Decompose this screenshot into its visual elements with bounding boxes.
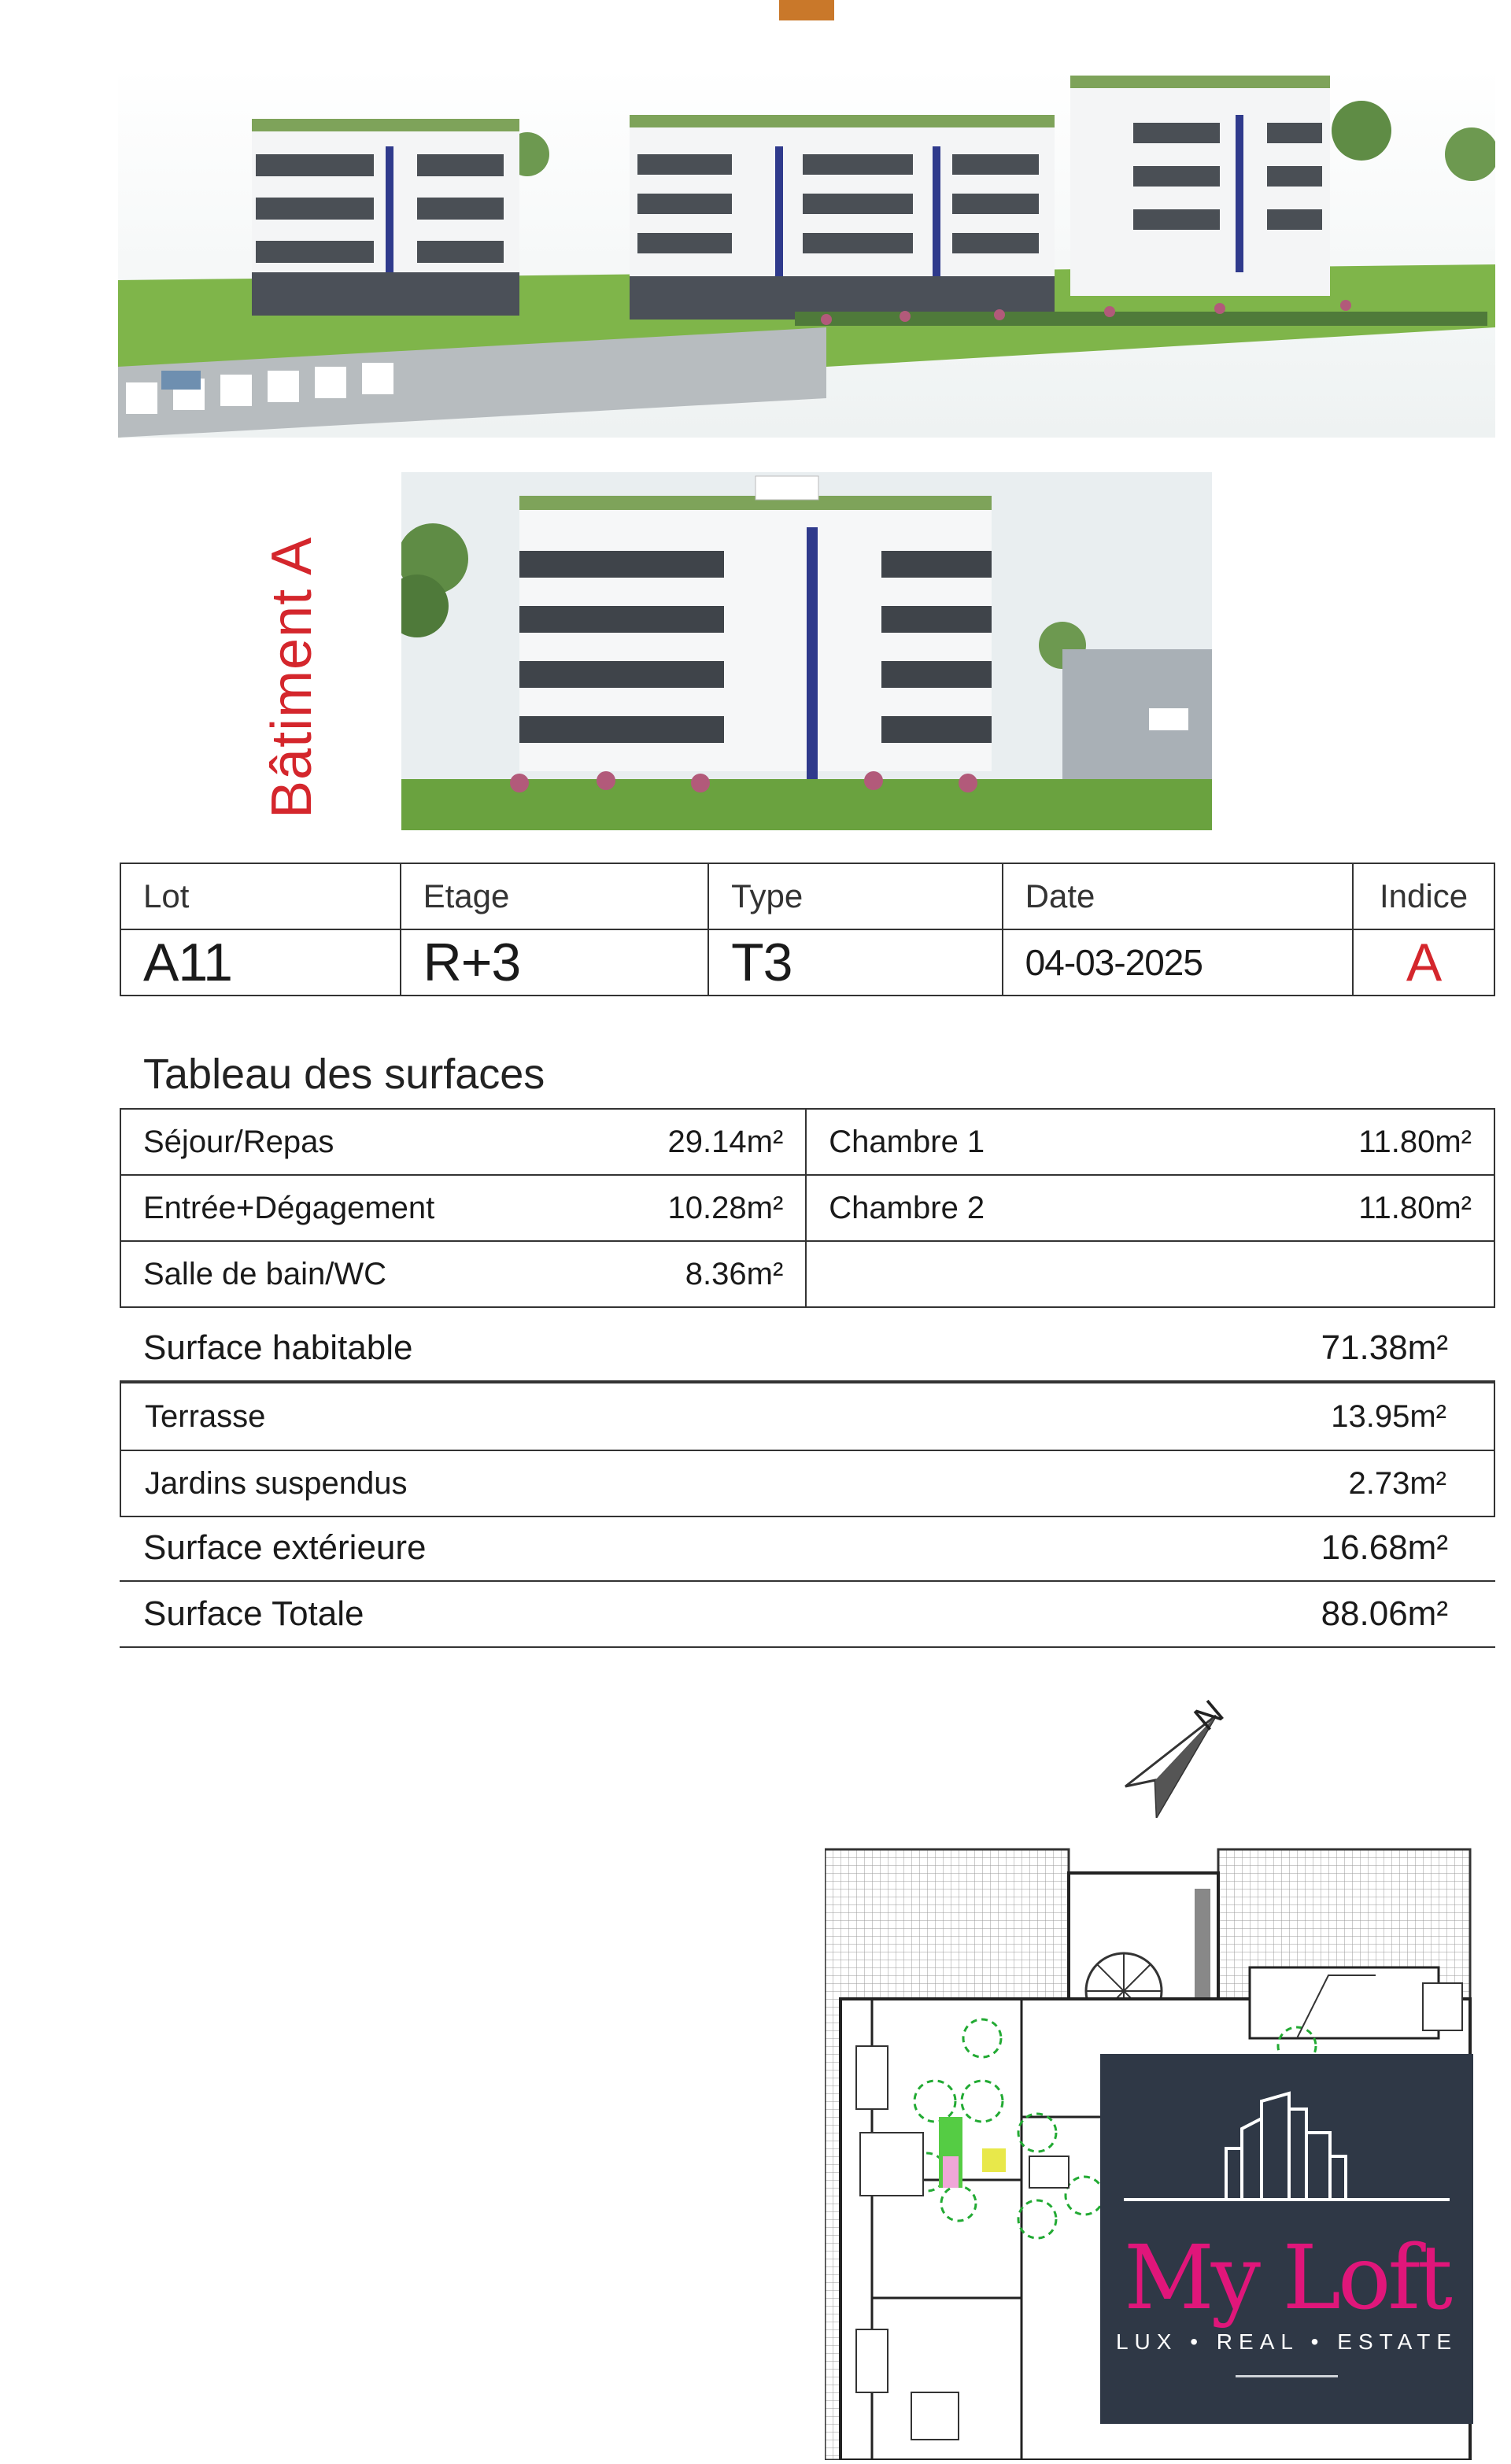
room-value: 8.36m² [593, 1241, 807, 1307]
room-value [1277, 1241, 1494, 1307]
indice-value: A [1353, 929, 1494, 996]
etage-header: Etage [401, 863, 709, 929]
logo-divider [1236, 2375, 1338, 2377]
table-row [120, 1175, 1494, 1241]
indice-header: Indice [1353, 863, 1494, 929]
list-item [121, 1383, 1494, 1450]
total-surface-value: 88.06m² [1321, 1594, 1448, 1633]
city-skyline-icon [1100, 2054, 1473, 2211]
etage-value: R+3 [401, 929, 709, 996]
exterior-surface-value: 16.68m² [1321, 1528, 1448, 1567]
type-header: Type [708, 863, 1003, 929]
exterior-item-value: 2.73m² [1348, 1465, 1446, 1501]
room-label [806, 1241, 1277, 1307]
table-row [120, 1109, 1494, 1175]
total-surface-row [120, 1582, 1495, 1648]
lot-value-row [120, 929, 1494, 996]
table-row [120, 1241, 1494, 1307]
habitable-surface-row [120, 1316, 1495, 1382]
my-loft-logo [1100, 2054, 1473, 2424]
exterior-surface-row [120, 1516, 1495, 1582]
residence-rendering [118, 68, 1495, 438]
top-accent-block [779, 0, 834, 20]
room-value: 11.80m² [1277, 1175, 1494, 1241]
type-value: T3 [708, 929, 1003, 996]
room-label: Chambre 1 [806, 1109, 1277, 1175]
building-a-rendering [401, 472, 1212, 830]
room-value: 11.80m² [1277, 1109, 1494, 1175]
room-label: Salle de bain/WC [120, 1241, 593, 1307]
exterior-item-label: Jardins suspendus [145, 1465, 408, 1501]
habitable-surface-label: Surface habitable [143, 1328, 413, 1367]
room-label: Séjour/Repas [120, 1109, 593, 1175]
room-value: 29.14m² [593, 1109, 807, 1175]
habitable-surface-value: 71.38m² [1321, 1328, 1448, 1367]
lot-value: A11 [120, 929, 401, 996]
exterior-surface-label: Surface extérieure [143, 1528, 427, 1567]
list-item [121, 1450, 1494, 1516]
exterior-items-box [120, 1382, 1495, 1517]
room-label: Entrée+Dégagement [120, 1175, 593, 1241]
rooms-surface-table [120, 1108, 1495, 1308]
lot-header-row [120, 863, 1494, 929]
date-value: 04-03-2025 [1003, 929, 1353, 996]
total-surface-label: Surface Totale [143, 1594, 364, 1633]
exterior-item-label: Terrasse [145, 1398, 266, 1434]
exterior-item-value: 13.95m² [1331, 1398, 1446, 1434]
room-value: 10.28m² [593, 1175, 807, 1241]
north-label: N [1187, 1692, 1232, 1738]
date-header: Date [1003, 863, 1353, 929]
north-arrow-icon [1110, 1692, 1236, 1822]
lot-info-table [120, 863, 1495, 996]
building-label: Bâtiment A [260, 536, 323, 818]
room-label: Chambre 2 [806, 1175, 1277, 1241]
surfaces-title: Tableau des surfaces [143, 1051, 545, 1098]
logo-tagline: LUX • REAL • ESTATE [1115, 2329, 1458, 2354]
logo-name: My Loft [1124, 2227, 1450, 2329]
lot-header: Lot [120, 863, 401, 929]
